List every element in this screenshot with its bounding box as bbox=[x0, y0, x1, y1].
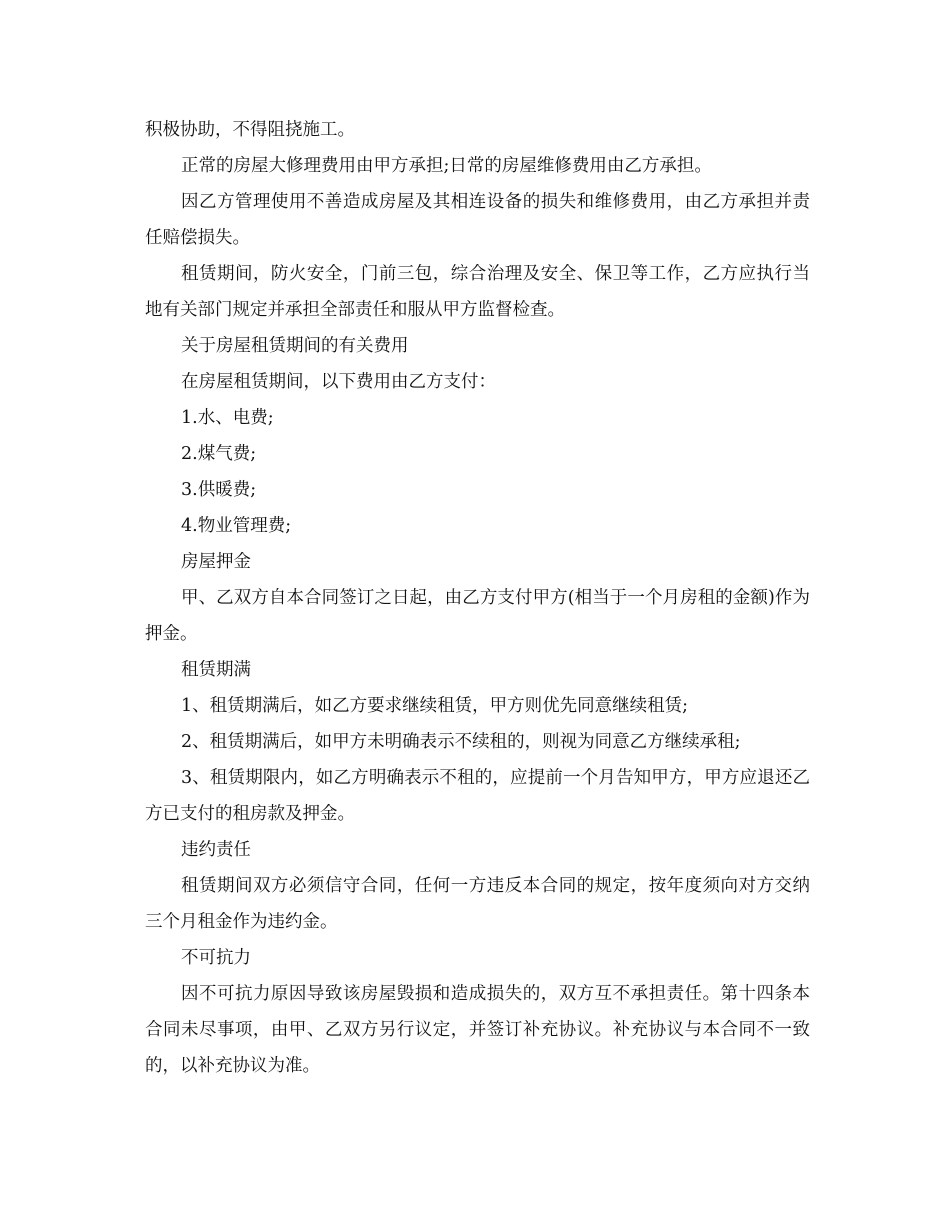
paragraph: 因乙方管理使用不善造成房屋及其相连设备的损失和维修费用，由乙方承担并责任赔偿损失。 bbox=[145, 192, 810, 248]
paragraph: 租赁期间双方必须信守合同，任何一方违反本合同的规定，按年度须向对方交纳三个月租金作为违约金。 bbox=[145, 876, 810, 932]
list-item: 2、租赁期满后，如甲方未明确表示不续租的，则视为同意乙方继续承租; bbox=[181, 732, 741, 752]
paragraph: 甲、乙双方自本合同签订之日起，由乙方支付甲方(相当于一个月房租的金额)作为押金。 bbox=[145, 588, 810, 644]
section-heading: 关于房屋租赁期间的有关费用 bbox=[181, 336, 409, 356]
paragraph: 租赁期间，防火安全，门前三包，综合治理及安全、保卫等工作，乙方应执行当地有关部门规定并承担全部责任和服从甲方监督检查。 bbox=[145, 264, 810, 320]
section-heading: 房屋押金 bbox=[181, 552, 251, 572]
paragraph: 因不可抗力原因导致该房屋毁损和造成损失的，双方互不承担责任。第十四条本合同未尽事项，由甲、乙双方另行议定，并签订补充协议。补充协议与本合同不一致的，以补充协议为准。 bbox=[145, 984, 810, 1076]
section-heading: 租赁期满 bbox=[181, 660, 251, 680]
list-item: 1、租赁期满后，如乙方要求继续租赁，甲方则优先同意继续租赁; bbox=[181, 696, 689, 716]
list-item: 2.煤气费; bbox=[181, 444, 257, 464]
paragraph: 正常的房屋大修理费用由甲方承担;日常的房屋维修费用由乙方承担。 bbox=[181, 156, 712, 176]
section-heading: 违约责任 bbox=[181, 840, 251, 860]
list-item: 4.物业管理费; bbox=[181, 516, 292, 536]
document-body bbox=[145, 112, 810, 1084]
list-item: 3、租赁期限内，如乙方明确表示不租的，应提前一个月告知甲方，甲方应退还乙方已支付的租房款及押金。 bbox=[145, 768, 810, 824]
section-heading: 不可抗力 bbox=[181, 948, 251, 968]
list-item: 3.供暖费; bbox=[181, 480, 257, 500]
paragraph: 在房屋租赁期间，以下费用由乙方支付： bbox=[181, 372, 496, 392]
paragraph: 积极协助，不得阻挠施工。 bbox=[145, 120, 355, 140]
list-item: 1.水、电费; bbox=[181, 408, 274, 428]
